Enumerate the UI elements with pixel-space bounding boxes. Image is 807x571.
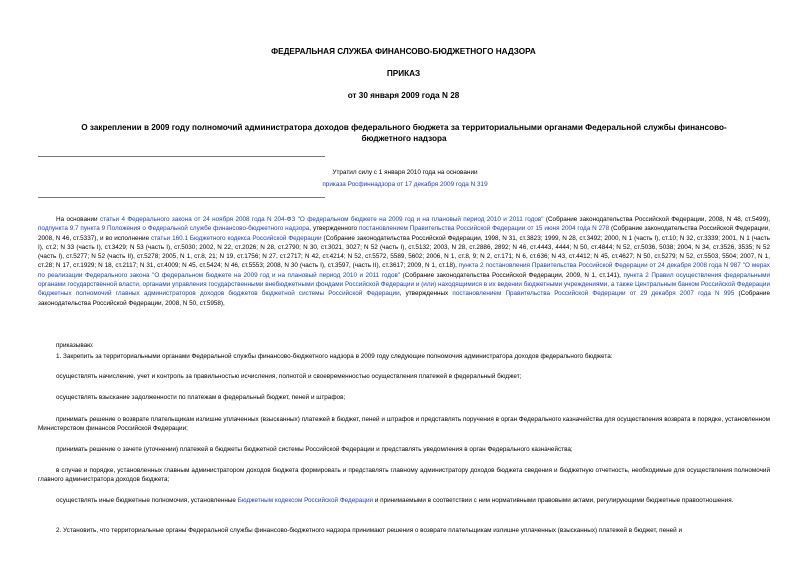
preamble-text: (Собрание законодательства Российской Федерации, 2008, N 46, ст.5337), и во исполнение [38, 225, 770, 242]
preamble-text: (Собрание законодательства Российской Федерации, 2008, N 48, ст.5499), [543, 216, 770, 223]
preamble-paragraph [38, 215, 770, 308]
paragraph-1: 1. Закрепить за территориальными органами Федеральной службы финансово-бюджетного надзора в 2009 году следующие полномочия администратора доходов федерального бюджета: [56, 353, 613, 360]
paragraph-7 [38, 496, 770, 505]
preamble-text: На основании [56, 216, 100, 223]
order-word: приказываю: [56, 342, 94, 349]
agency-name: ФЕДЕРАЛЬНАЯ СЛУЖБА ФИНАНСОВО-БЮДЖЕТНОГО НАДЗОРА [271, 47, 536, 56]
legal-reference-link[interactable]: статьи 4 Федерального закона от 24 ноября 2008 года N 204-ФЗ "О федеральном бюджете на 2009 год и на плановый период 2010 и 2011 годов" [99, 216, 544, 223]
preamble-text: , утвержденного [309, 225, 359, 233]
paragraph-5: принимать решение о зачете (уточнении) платежей в бюджеты бюджетной системы Российской Федерации и представлять уведомления в орган Федерального казначейства; [56, 446, 573, 453]
paragraph-4: принимать решение о возврате плательщикам излишне уплаченных (взысканных) платежей в бюджет, пеней и штрафов и представлять поручения в орган Федерального казначейства для осуществления возврата в порядке, установленном Министерством финансов Российской Федерации; [38, 416, 770, 433]
divider [38, 156, 325, 157]
paragraph-2: осуществлять начисление, учет и контроль за правильностью исчисления, полнотой и своевременностью осуществления платежей в федеральный бюджет; [56, 373, 522, 380]
preamble-text: , утвержденных [399, 290, 453, 298]
legal-reference-link[interactable]: пункта 2 Правил осуществления федеральными органами государственной власти, органами управления государственными внебюджетными фондами Российской Федерации и (или) находящимися в их ведении бюджетными учреждениями, а также Центральным банком Российской Федерации бюджетных полномочий главных администраторов доходов бюджетов бюджетной системы Российской Федерации [38, 271, 771, 298]
legal-reference-link[interactable]: пункта 2 постановления Правительства Российской Федерации от 24 декабря 2008 года N 987 "О мерах по реализации Федерального закона "О федеральном бюджете на 2009 год и на плановый период 2010 и 2011 годов" [38, 262, 770, 279]
preamble-text: (Собрание законодательства Российской Федерации, 2009, N 1, ст.141), [400, 271, 624, 279]
legal-reference-link[interactable]: подпункта 9.7 пункта 9 Положения о Федеральной службе финансово-бюджетного надзора [38, 225, 310, 233]
preamble-text: (Собрание законодательства Российской Федерации, 1998, N 31, ст.3823; 1999, N 28, ст.3492; 2000, N 1 (часть I), ст.10; N 32, ст.3339; 2001, N 1 (часть I), ст.2; N 33 (часть I), ст.3429; N 53 (часть I), ст.5030; 2002, N 22, ст.2026; N 28, ст.2790; N 30, ст.3021, 3027; N 52 (часть I), ст.5132; 2003, N 28, ст.2886, 2892; N 46, ст.4443, 4444; N 50, ст.4844; N 52, ст.5036, 5038; 2004, N 34, ст.3526, 3535; N 52 (часть I), ст.5277; N 52 (часть II), ст.5278; 2005, N 1, ст.8, 21; N 19, ст.1756; N 27, ст.2717; N 42, ст.4214; N 52, ст.5572, 5589, 5602; 2006, N 1, ст.8, 9; N 2, ст.171; N 6, ст.636; N 43, ст.4412; N 45, ст.4627; N 50, ст.5279; N 52, ст.5503, 5504; 2007, N 1, ст.28; N 17, ст.1929; N 18, ст.2117; N 31, ст.4009; N 45, ст.5424; N 46, ст.5553; 2008, N 30 (часть I), ст.3597, (часть II), ст.3617; 2009, N 1, ст.18), [38, 234, 770, 270]
legal-reference-link[interactable]: статьи 160.1 Бюджетного кодекса Российской Федерации [151, 234, 322, 242]
doc-date-number: от 30 января 2009 года N 28 [347, 91, 460, 100]
paragraph-6: в случае и порядке, установленных главным администратором доходов бюджета формировать и представлять главному администратору доходов бюджета сведения и бюджетную отчетность, необходимые для осуществления полномочий главного администратора доходов бюджета; [38, 467, 770, 484]
status-note: Утратил силу с 1 января 2010 года на основании [332, 169, 478, 176]
paragraph-8: 2. Установить, что территориальные органы Федеральной службы финансово-бюджетного надзора принимают решения о возврате плательщикам излишне уплаченных (взысканных) платежей в бюджет, пеней и [56, 527, 683, 534]
divider [38, 197, 325, 198]
budget-code-link[interactable]: Бюджетным кодексом Российской Федерации [237, 497, 374, 504]
legal-reference-link[interactable]: постановлением Правительства Российской Федерации от 15 июня 2004 года N 278 [358, 225, 610, 233]
paragraph-3: осуществлять взыскание задолженности по платежам в федеральный бюджет, пеней и штрафов; [56, 394, 346, 401]
paragraph-7-text: осуществлять иные бюджетные полномочия, установленные [56, 497, 238, 504]
preamble-text: (Собрание законодательства Российской Федерации, 2008, N 50, ст.5958), [38, 290, 770, 307]
doc-type: ПРИКАЗ [386, 69, 421, 78]
status-link[interactable]: приказа Росфиннадзора от 17 декабря 2009 года N 319 [322, 181, 488, 188]
paragraph-7-text-end: и принимаемыми в соответствии с ним нормативными правовыми актами, регулирующими бюджетные правоотношения. [373, 497, 734, 504]
legal-reference-link[interactable]: постановлением Правительства Российской Федерации от 29 декабря 2007 года N 995 [452, 290, 735, 298]
doc-title: О закреплении в 2009 году полномочий администратора доходов федерального бюджета за территориальными органами Федеральной службы финансово-бюджетного надзора [81, 123, 727, 143]
